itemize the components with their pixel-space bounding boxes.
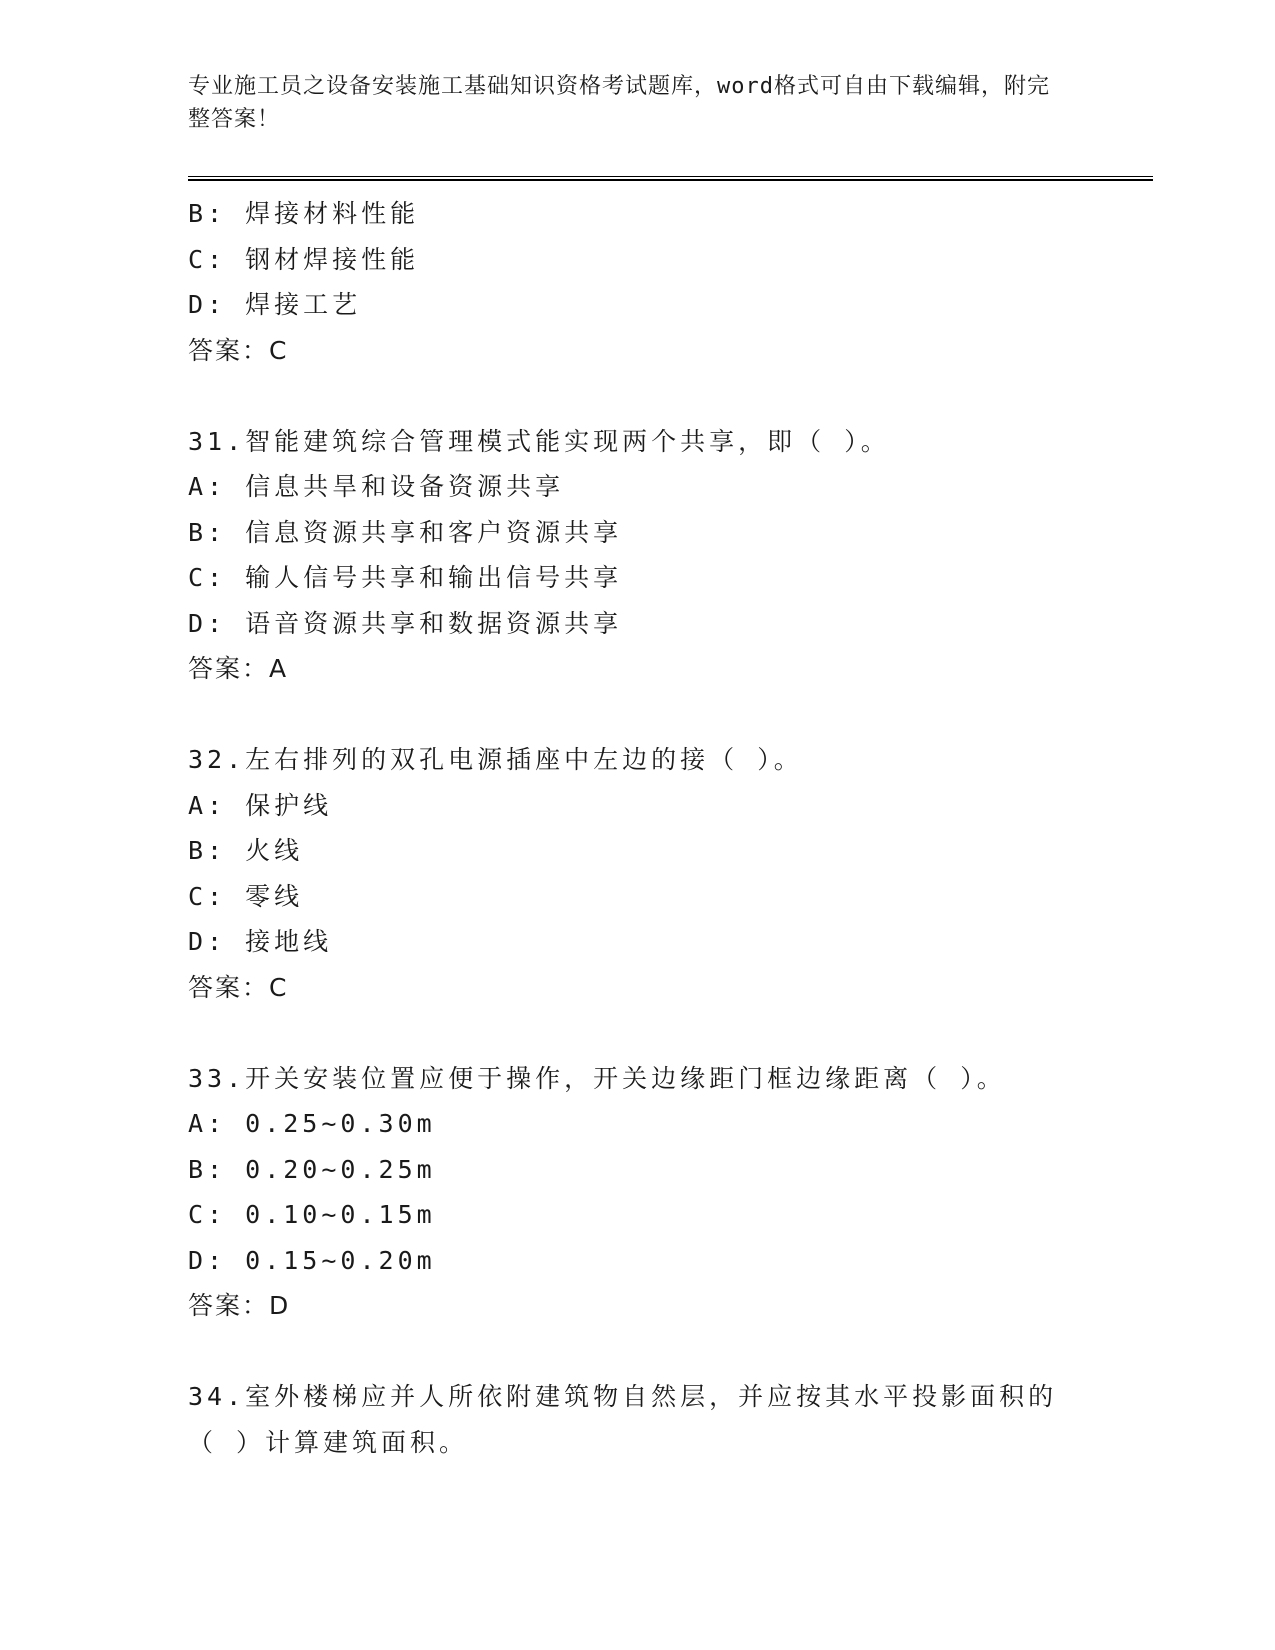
answer-line: 答案：D: [188, 1291, 291, 1320]
question-list: [188, 191, 1153, 1465]
option-b: B: 信息资源共享和客户资源共享: [188, 517, 623, 547]
question-32: [188, 737, 1153, 1010]
question-stem: 34.室外楼梯应并人所依附建筑物自然层，并应按其水平投影面积的（ ）计算建筑面积。: [188, 1382, 1058, 1457]
document-header: 专业施工员之设备安装施工基础知识资格考试题库，word格式可自由下载编辑，附完整答案！: [188, 74, 1050, 132]
option-d: D: 接地线: [188, 927, 333, 956]
option-c: C: 钢材焊接性能: [188, 244, 420, 274]
option-a: A: 保护线: [188, 790, 333, 820]
question-stem: 33.开关安装位置应便于操作，开关边缘距门框边缘距离（ ）。: [188, 1063, 1006, 1093]
question-stem: 32.左右排列的双孔电源插座中左边的接（ ）。: [188, 745, 803, 774]
option-c: C: 零线: [188, 881, 304, 911]
answer-line: 答案：C: [188, 972, 289, 1002]
question-stem: 31.智能建筑综合管理模式能实现两个共享，即（ ）。: [188, 426, 890, 456]
question-34: [188, 1374, 1153, 1465]
option-c: C: 输人信号共享和输出信号共享: [188, 563, 623, 592]
question-33: [188, 1056, 1153, 1329]
option-d: D: 焊接工艺: [188, 290, 362, 319]
option-b: B: 焊接材料性能: [188, 199, 420, 228]
option-a: A: 0.25~0.30m: [188, 1109, 436, 1138]
header-divider: [188, 176, 1153, 181]
option-d: D: 语音资源共享和数据资源共享: [188, 608, 623, 638]
option-a: A: 信息共旱和设备资源共享: [188, 472, 565, 501]
option-c: C: 0.10~0.15m: [188, 1200, 436, 1229]
option-b: B: 0.20~0.25m: [188, 1154, 436, 1184]
option-d: D: 0.15~0.20m: [188, 1245, 436, 1275]
answer-line: 答案：A: [188, 654, 289, 683]
answer-line: 答案：C: [188, 335, 289, 365]
previous-question-fragment: [188, 191, 1153, 373]
option-b: B: 火线: [188, 836, 304, 865]
question-31: [188, 419, 1153, 692]
